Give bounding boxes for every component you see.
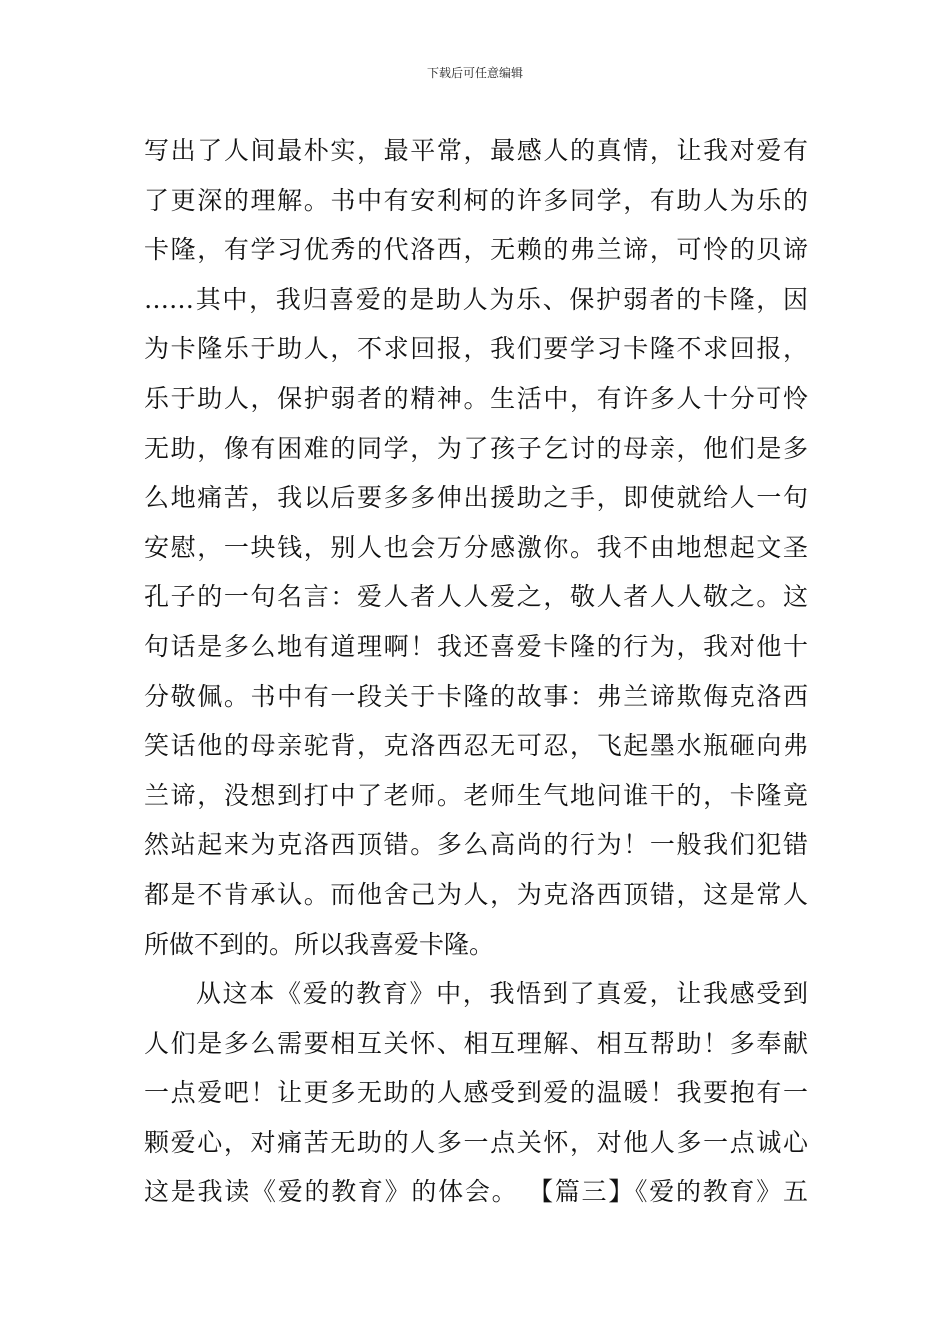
text-line: 写出了人间最朴实，最平常，最感人的真情，让我对爱有 <box>144 136 808 165</box>
text-line: 一点爱吧！让更多无助的人感受到爱的温暖！我要抱有一 <box>144 1078 808 1108</box>
text-line: 无助，像有困难的同学，为了孩子乞讨的母亲，他们是多 <box>144 433 808 463</box>
paragraph-end-line: 所做不到的。所以我喜爱卡隆。 <box>144 929 495 959</box>
paragraph-start-line: 从这本《爱的教育》中，我悟到了真爱，让我感受到 <box>196 979 808 1009</box>
text-line: 乐于助人，保护弱者的精神。生活中，有许多人十分可怜 <box>144 383 808 413</box>
text-line: 颗爱心，对痛苦无助的人多一点关怀，对他人多一点诚心 <box>144 1127 808 1157</box>
text-line: 句话是多么地有道理啊！我还喜爱卡隆的行为，我对他十 <box>144 631 808 661</box>
text-line: 安慰，一块钱，别人也会万分感激你。我不由地想起文圣 <box>144 532 808 562</box>
text-line: 兰谛，没想到打中了老师。老师生气地问谁干的，卡隆竟 <box>144 780 808 810</box>
text-line: 卡隆，有学习优秀的代洛西，无赖的弗兰谛，可怜的贝谛 <box>144 235 808 265</box>
document-body <box>144 126 808 1217</box>
text-line: 分敬佩。书中有一段关于卡隆的故事：弗兰谛欺侮克洛西 <box>144 681 808 711</box>
text-line: 这是我读《爱的教育》的体会。 【篇三】《爱的教育》五 <box>144 1177 808 1207</box>
text-line: 孔子的一句名言：爱人者人人爱之，敬人者人人敬之。这 <box>144 582 808 612</box>
text-line: 了更深的理解。书中有安利柯的许多同学，有助人为乐的 <box>144 185 808 215</box>
text-line: 为卡隆乐于助人，不求回报，我们要学习卡隆不求回报， <box>144 334 808 364</box>
text-line: 都是不肯承认。而他舍己为人，为克洛西顶错，这是常人 <box>144 879 808 909</box>
text-line: 么地痛苦，我以后要多多伸出援助之手，即使就给人一句 <box>144 483 808 513</box>
page-header: 下载后可任意编辑 <box>426 66 523 80</box>
text-line: 人们是多么需要相互关怀、相互理解、相互帮助！多奉献 <box>144 1028 808 1058</box>
text-line: ……其中，我归喜爱的是助人为乐、保护弱者的卡隆，因 <box>144 284 808 314</box>
text-line: 笑话他的母亲驼背，克洛西忍无可忍，飞起墨水瓶砸向弗 <box>144 731 808 761</box>
text-line: 然站起来为克洛西顶错。多么高尚的行为！一般我们犯错 <box>144 830 808 860</box>
